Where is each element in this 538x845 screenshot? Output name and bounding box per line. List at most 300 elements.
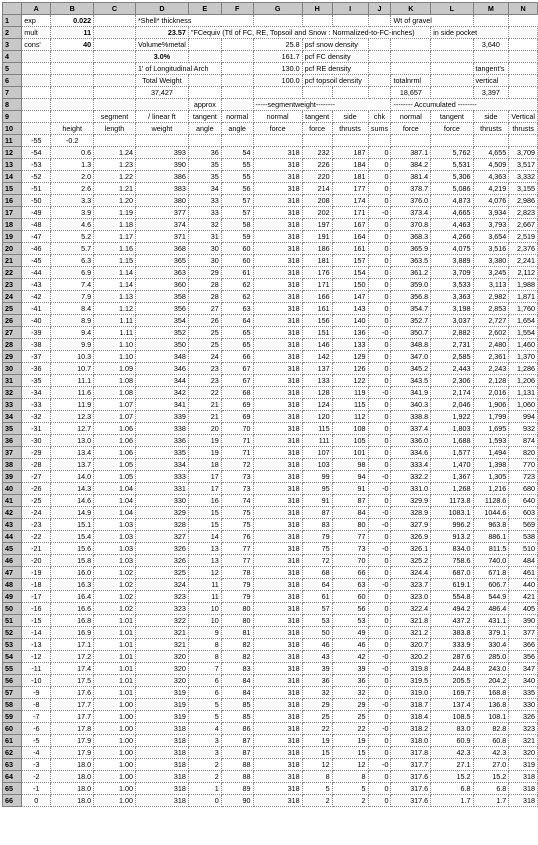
- cell[interactable]: 0: [368, 735, 391, 747]
- cell[interactable]: 318: [253, 315, 302, 327]
- cell[interactable]: 64: [302, 579, 332, 591]
- cell[interactable]: 87: [221, 747, 253, 759]
- cell[interactable]: 1.06: [94, 423, 136, 435]
- cell[interactable]: 35: [188, 159, 221, 171]
- cell[interactable]: 25.8: [253, 39, 302, 51]
- cell[interactable]: [368, 87, 391, 99]
- cell[interactable]: [94, 87, 136, 99]
- cell[interactable]: 913.2: [431, 531, 473, 543]
- cell[interactable]: 13: [188, 543, 221, 555]
- cell[interactable]: 1083.1: [431, 507, 473, 519]
- cell[interactable]: totalnrml: [391, 75, 431, 87]
- cell[interactable]: *Shell* thickness: [135, 15, 253, 27]
- cell[interactable]: 329: [135, 507, 188, 519]
- cell[interactable]: 124: [302, 399, 332, 411]
- cell[interactable]: 1.04: [94, 483, 136, 495]
- cell[interactable]: -0: [368, 387, 391, 399]
- cell[interactable]: 326: [135, 543, 188, 555]
- cell[interactable]: 137: [302, 363, 332, 375]
- cell[interactable]: 62: [221, 291, 253, 303]
- cell[interactable]: 72: [221, 459, 253, 471]
- cell[interactable]: 2,112: [509, 267, 538, 279]
- cell[interactable]: 323: [135, 591, 188, 603]
- column-header-m[interactable]: M: [473, 3, 509, 15]
- cell[interactable]: 84: [221, 687, 253, 699]
- cell[interactable]: 186: [302, 243, 332, 255]
- cell[interactable]: 318: [253, 507, 302, 519]
- cell[interactable]: 317.7: [391, 759, 431, 771]
- cell[interactable]: tangent's: [473, 63, 509, 75]
- cell[interactable]: [253, 15, 302, 27]
- cell[interactable]: 1,370: [509, 351, 538, 363]
- cell[interactable]: [368, 15, 391, 27]
- cell[interactable]: 13.0: [51, 435, 94, 447]
- cell[interactable]: 17.9: [51, 747, 94, 759]
- cell[interactable]: 16.6: [51, 603, 94, 615]
- cell[interactable]: 318: [253, 555, 302, 567]
- cell[interactable]: 319: [135, 699, 188, 711]
- cell[interactable]: [221, 51, 253, 63]
- cell[interactable]: 5: [188, 699, 221, 711]
- cell[interactable]: 1,367: [431, 471, 473, 483]
- cell[interactable]: 79: [221, 591, 253, 603]
- cell[interactable]: 11: [188, 579, 221, 591]
- cell[interactable]: 24: [188, 351, 221, 363]
- row-header-23[interactable]: 23: [3, 279, 22, 291]
- cell[interactable]: 4.6: [51, 219, 94, 231]
- row-header-20[interactable]: 20: [3, 243, 22, 255]
- cell[interactable]: 11.1: [51, 375, 94, 387]
- cell[interactable]: 56: [221, 183, 253, 195]
- cell[interactable]: 347: [509, 663, 538, 675]
- cell[interactable]: 8: [188, 639, 221, 651]
- cell[interactable]: 318: [135, 759, 188, 771]
- row-header-51[interactable]: 51: [3, 615, 22, 627]
- cell[interactable]: 17.6: [51, 687, 94, 699]
- cell[interactable]: 2,443: [431, 363, 473, 375]
- cell[interactable]: 1.18: [94, 219, 136, 231]
- cell[interactable]: [51, 99, 94, 111]
- cell[interactable]: sums: [368, 123, 391, 135]
- cell[interactable]: -28: [22, 459, 51, 471]
- cell[interactable]: 2.0: [51, 171, 94, 183]
- cell[interactable]: 1.22: [94, 171, 136, 183]
- row-header-61[interactable]: 61: [3, 735, 22, 747]
- cell[interactable]: 33: [188, 195, 221, 207]
- cell[interactable]: 326: [135, 555, 188, 567]
- cell[interactable]: 28: [188, 291, 221, 303]
- cell[interactable]: 244.8: [431, 663, 473, 675]
- cell[interactable]: normal: [253, 111, 302, 123]
- cell[interactable]: 181: [302, 255, 332, 267]
- cell[interactable]: [22, 51, 51, 63]
- cell[interactable]: height: [51, 123, 94, 135]
- cell[interactable]: 3.3: [51, 195, 94, 207]
- cell[interactable]: -55: [22, 135, 51, 147]
- cell[interactable]: 28: [188, 279, 221, 291]
- cell[interactable]: chk: [368, 111, 391, 123]
- cell[interactable]: 83: [302, 519, 332, 531]
- cell[interactable]: 1.15: [94, 255, 136, 267]
- cell[interactable]: [51, 87, 94, 99]
- row-header-2[interactable]: 2: [3, 27, 22, 39]
- row-header-65[interactable]: 65: [3, 783, 22, 795]
- cell[interactable]: 1,803: [431, 423, 473, 435]
- cell[interactable]: 108.1: [473, 711, 509, 723]
- cell[interactable]: 1.20: [94, 195, 136, 207]
- cell[interactable]: 1173.8: [431, 495, 473, 507]
- cell[interactable]: 331.0: [391, 483, 431, 495]
- cell[interactable]: 6.8: [473, 783, 509, 795]
- cell[interactable]: 0: [368, 615, 391, 627]
- cell[interactable]: 0: [368, 567, 391, 579]
- cell[interactable]: 136.8: [473, 699, 509, 711]
- cell[interactable]: 60: [221, 255, 253, 267]
- cell[interactable]: 318: [253, 747, 302, 759]
- cell[interactable]: 331: [135, 483, 188, 495]
- cell[interactable]: 166: [302, 291, 332, 303]
- cell[interactable]: -13: [22, 639, 51, 651]
- cell[interactable]: 15: [188, 507, 221, 519]
- cell[interactable]: 17: [188, 483, 221, 495]
- cell[interactable]: 338: [135, 423, 188, 435]
- cell[interactable]: [51, 51, 94, 63]
- cell[interactable]: 42.3: [473, 747, 509, 759]
- row-header-5[interactable]: 5: [3, 63, 22, 75]
- cell[interactable]: 671.8: [473, 567, 509, 579]
- row-header-11[interactable]: 11: [3, 135, 22, 147]
- cell[interactable]: 0: [368, 375, 391, 387]
- cell[interactable]: 318: [253, 675, 302, 687]
- cell[interactable]: 1.12: [94, 303, 136, 315]
- cell[interactable]: 73: [221, 483, 253, 495]
- cell[interactable]: 140: [332, 315, 368, 327]
- cell[interactable]: 1.17: [94, 231, 136, 243]
- cell[interactable]: 187: [332, 147, 368, 159]
- cell[interactable]: -33: [22, 399, 51, 411]
- cell[interactable]: 2.6: [51, 183, 94, 195]
- cell[interactable]: 0: [188, 795, 221, 807]
- cell[interactable]: 64: [221, 315, 253, 327]
- cell[interactable]: 359.0: [391, 279, 431, 291]
- cell[interactable]: 103: [302, 459, 332, 471]
- cell[interactable]: 603: [509, 507, 538, 519]
- cell[interactable]: -35: [22, 375, 51, 387]
- cell[interactable]: 36: [188, 147, 221, 159]
- cell[interactable]: -0.2: [51, 135, 94, 147]
- cell[interactable]: 1.00: [94, 723, 136, 735]
- select-all-corner[interactable]: [3, 3, 22, 15]
- cell[interactable]: 169.7: [431, 687, 473, 699]
- cell[interactable]: 3,380: [473, 255, 509, 267]
- cell[interactable]: 723: [509, 471, 538, 483]
- cell[interactable]: 325.2: [391, 555, 431, 567]
- cell[interactable]: force: [431, 123, 473, 135]
- cell[interactable]: 352.7: [391, 315, 431, 327]
- cell[interactable]: 318: [253, 399, 302, 411]
- cell[interactable]: -0: [368, 471, 391, 483]
- cell[interactable]: 333.9: [431, 639, 473, 651]
- cell[interactable]: 147: [332, 291, 368, 303]
- cell[interactable]: 340: [509, 675, 538, 687]
- cell[interactable]: 16.0: [51, 567, 94, 579]
- cell[interactable]: Volume%metal: [135, 39, 188, 51]
- cell[interactable]: 363.5: [391, 255, 431, 267]
- cell[interactable]: [391, 63, 431, 75]
- cell[interactable]: 377: [509, 627, 538, 639]
- cell[interactable]: 381.4: [391, 171, 431, 183]
- cell[interactable]: 3,709: [509, 147, 538, 159]
- cell[interactable]: 129: [332, 351, 368, 363]
- row-header-35[interactable]: 35: [3, 423, 22, 435]
- cell[interactable]: 318: [253, 339, 302, 351]
- cell[interactable]: -53: [22, 159, 51, 171]
- row-header-55[interactable]: 55: [3, 663, 22, 675]
- cell[interactable]: 606.7: [473, 579, 509, 591]
- cell[interactable]: 202: [302, 207, 332, 219]
- row-header-49[interactable]: 49: [3, 591, 22, 603]
- cell[interactable]: 0: [368, 687, 391, 699]
- cell[interactable]: 98: [332, 459, 368, 471]
- cell[interactable]: 154: [332, 267, 368, 279]
- cell[interactable]: 88: [221, 771, 253, 783]
- cell[interactable]: -0: [368, 207, 391, 219]
- cell[interactable]: 6.9: [51, 267, 94, 279]
- cell[interactable]: [188, 135, 221, 147]
- cell[interactable]: 393: [135, 147, 188, 159]
- cell[interactable]: 171: [332, 207, 368, 219]
- cell[interactable]: 81: [221, 627, 253, 639]
- cell[interactable]: [509, 39, 538, 51]
- cell[interactable]: 61: [302, 591, 332, 603]
- row-header-37[interactable]: 37: [3, 447, 22, 459]
- cell[interactable]: -37: [22, 351, 51, 363]
- cell[interactable]: 2,519: [509, 231, 538, 243]
- cell[interactable]: -49: [22, 207, 51, 219]
- cell[interactable]: 1,554: [509, 327, 538, 339]
- cell[interactable]: 318: [253, 651, 302, 663]
- cell[interactable]: 75: [221, 519, 253, 531]
- cell[interactable]: [22, 75, 51, 87]
- cell[interactable]: 20: [188, 423, 221, 435]
- cell[interactable]: 1.13: [94, 291, 136, 303]
- cell[interactable]: 205.5: [431, 675, 473, 687]
- cell[interactable]: 1.01: [94, 651, 136, 663]
- cell[interactable]: 317.6: [391, 771, 431, 783]
- cell[interactable]: 11.6: [51, 387, 94, 399]
- cell[interactable]: 318: [253, 459, 302, 471]
- cell[interactable]: 1,216: [473, 483, 509, 495]
- cell[interactable]: 510: [509, 543, 538, 555]
- cell[interactable]: 1.06: [94, 447, 136, 459]
- cell[interactable]: "FCequiv (Ttl of FC, RE, Topsoil and Snow : Normalized-to-FC-inches): [188, 27, 430, 39]
- cell[interactable]: 184: [332, 159, 368, 171]
- cell[interactable]: 77: [221, 543, 253, 555]
- cell[interactable]: 79: [221, 579, 253, 591]
- cell[interactable]: -0: [368, 699, 391, 711]
- cell[interactable]: 100.0: [253, 75, 302, 87]
- cell[interactable]: 1.04: [94, 495, 136, 507]
- cell[interactable]: -11: [22, 663, 51, 675]
- cell[interactable]: 55: [221, 159, 253, 171]
- cell[interactable]: 164: [332, 231, 368, 243]
- cell[interactable]: pcf topsoil density: [302, 75, 368, 87]
- cell[interactable]: [509, 87, 538, 99]
- cell[interactable]: 3,155: [509, 183, 538, 195]
- cell[interactable]: 65: [221, 339, 253, 351]
- cell[interactable]: 932: [509, 423, 538, 435]
- cell[interactable]: 146: [302, 339, 332, 351]
- cell[interactable]: 379.1: [473, 627, 509, 639]
- cell[interactable]: 322.4: [391, 603, 431, 615]
- cell[interactable]: 1.07: [94, 411, 136, 423]
- cell[interactable]: -0: [368, 651, 391, 663]
- cell[interactable]: 1.05: [94, 471, 136, 483]
- cell[interactable]: -36: [22, 363, 51, 375]
- cell[interactable]: 1,906: [473, 399, 509, 411]
- cell[interactable]: 59: [221, 231, 253, 243]
- row-header-15[interactable]: 15: [3, 183, 22, 195]
- cell[interactable]: 318: [253, 615, 302, 627]
- cell[interactable]: [22, 87, 51, 99]
- cell[interactable]: [368, 51, 391, 63]
- cell[interactable]: 9.4: [51, 327, 94, 339]
- cell[interactable]: 336.0: [391, 435, 431, 447]
- cell[interactable]: 15: [332, 747, 368, 759]
- cell[interactable]: 321.8: [391, 615, 431, 627]
- cell[interactable]: 323: [135, 603, 188, 615]
- cell[interactable]: 126: [332, 363, 368, 375]
- cell[interactable]: 53: [302, 615, 332, 627]
- cell[interactable]: [473, 51, 509, 63]
- row-header-6[interactable]: 6: [3, 75, 22, 87]
- cell[interactable]: 4,509: [473, 159, 509, 171]
- cell[interactable]: [368, 75, 391, 87]
- cell[interactable]: 232: [302, 147, 332, 159]
- cell[interactable]: 1,494: [473, 447, 509, 459]
- cell[interactable]: -0: [368, 507, 391, 519]
- cell[interactable]: 322: [135, 615, 188, 627]
- row-header-16[interactable]: 16: [3, 195, 22, 207]
- cell[interactable]: 1,206: [509, 375, 538, 387]
- cell[interactable]: 996.2: [431, 519, 473, 531]
- cell[interactable]: 181: [332, 171, 368, 183]
- cell[interactable]: 1,922: [431, 411, 473, 423]
- cell[interactable]: 18.0: [51, 759, 94, 771]
- cell[interactable]: 27.0: [473, 759, 509, 771]
- cell[interactable]: 7: [188, 663, 221, 675]
- cell[interactable]: 328.9: [391, 507, 431, 519]
- cell[interactable]: 1044.6: [473, 507, 509, 519]
- cell[interactable]: 36: [302, 675, 332, 687]
- cell[interactable]: 23.57: [135, 27, 188, 39]
- cell[interactable]: 10: [188, 603, 221, 615]
- cell[interactable]: 8: [302, 771, 332, 783]
- cell[interactable]: 58: [221, 219, 253, 231]
- cell[interactable]: 29: [332, 699, 368, 711]
- cell[interactable]: 0: [368, 771, 391, 783]
- row-header-31[interactable]: 31: [3, 375, 22, 387]
- cell[interactable]: -32: [22, 411, 51, 423]
- cell[interactable]: [431, 135, 473, 147]
- cell[interactable]: 32: [188, 219, 221, 231]
- cell[interactable]: [188, 75, 221, 87]
- cell[interactable]: 42.3: [431, 747, 473, 759]
- cell[interactable]: -0: [368, 579, 391, 591]
- cell[interactable]: 337.4: [391, 423, 431, 435]
- cell[interactable]: 318: [135, 723, 188, 735]
- cell[interactable]: 2,982: [473, 291, 509, 303]
- cell[interactable]: [221, 39, 253, 51]
- row-header-43[interactable]: 43: [3, 519, 22, 531]
- row-header-38[interactable]: 38: [3, 459, 22, 471]
- cell[interactable]: 341.9: [391, 387, 431, 399]
- cell[interactable]: 1.08: [94, 387, 136, 399]
- cell[interactable]: side: [332, 111, 368, 123]
- row-header-39[interactable]: 39: [3, 471, 22, 483]
- cell[interactable]: 3,517: [509, 159, 538, 171]
- row-header-48[interactable]: 48: [3, 579, 22, 591]
- cell[interactable]: 17.4: [51, 663, 94, 675]
- cell[interactable]: 16.9: [51, 627, 94, 639]
- cell[interactable]: 4: [188, 723, 221, 735]
- cell[interactable]: 5.2: [51, 231, 94, 243]
- cell[interactable]: 1.02: [94, 567, 136, 579]
- cell[interactable]: 318: [253, 603, 302, 615]
- cell[interactable]: 1: [188, 783, 221, 795]
- column-header-d[interactable]: D: [135, 3, 188, 15]
- cell[interactable]: 1.00: [94, 759, 136, 771]
- cell[interactable]: 619.1: [431, 579, 473, 591]
- row-header-26[interactable]: 26: [3, 315, 22, 327]
- cell[interactable]: 0: [368, 315, 391, 327]
- cell[interactable]: 63: [332, 579, 368, 591]
- cell[interactable]: 94: [332, 471, 368, 483]
- cell[interactable]: 66: [332, 567, 368, 579]
- cell[interactable]: 21: [188, 411, 221, 423]
- row-header-27[interactable]: 27: [3, 327, 22, 339]
- cell[interactable]: -34: [22, 387, 51, 399]
- column-header-k[interactable]: K: [391, 3, 431, 15]
- row-header-14[interactable]: 14: [3, 171, 22, 183]
- row-header-60[interactable]: 60: [3, 723, 22, 735]
- cell[interactable]: 30: [188, 243, 221, 255]
- cell[interactable]: [94, 99, 136, 111]
- cell[interactable]: 319.0: [391, 687, 431, 699]
- cell[interactable]: -23: [22, 519, 51, 531]
- column-header-e[interactable]: E: [188, 3, 221, 15]
- cell[interactable]: / linear ft: [135, 111, 188, 123]
- cell[interactable]: 73: [221, 471, 253, 483]
- cell[interactable]: tangent: [302, 111, 332, 123]
- row-header-10[interactable]: 10: [3, 123, 22, 135]
- cell[interactable]: 405: [509, 603, 538, 615]
- row-header-57[interactable]: 57: [3, 687, 22, 699]
- cell[interactable]: -9: [22, 687, 51, 699]
- cell[interactable]: [473, 15, 509, 27]
- cell[interactable]: 341: [135, 399, 188, 411]
- cell[interactable]: 320: [135, 651, 188, 663]
- cell[interactable]: [51, 111, 94, 123]
- row-header-8[interactable]: 8: [3, 99, 22, 111]
- cell[interactable]: 318: [253, 471, 302, 483]
- cell[interactable]: 39: [302, 663, 332, 675]
- cell[interactable]: 326.9: [391, 531, 431, 543]
- cell[interactable]: 14.3: [51, 483, 94, 495]
- cell[interactable]: 350.7: [391, 327, 431, 339]
- cell[interactable]: 168.8: [473, 687, 509, 699]
- cell[interactable]: 4,266: [431, 231, 473, 243]
